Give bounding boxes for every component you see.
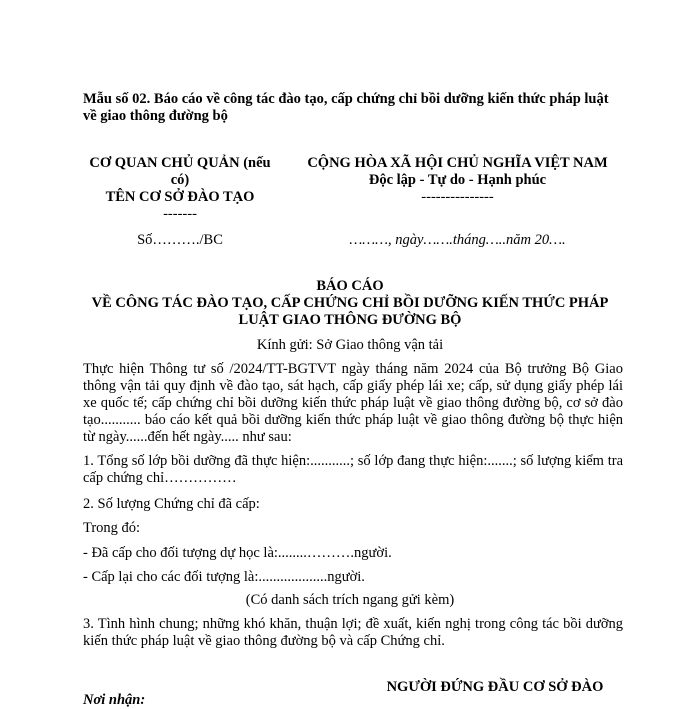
signer-title: NGƯỜI ĐỨNG ĐẦU CƠ SỞ ĐÀO <box>386 679 604 695</box>
header-right-block <box>285 155 630 206</box>
recipient-line: Kính gửi: Sở Giao thông vận tải <box>256 337 444 353</box>
reissued-line: - Cấp lại cho các đối tượng là:...................người. <box>83 569 365 585</box>
agency-line-2: có) <box>170 172 190 188</box>
attached-list-note: (Có danh sách trích ngang gửi kèm) <box>245 592 455 608</box>
report-title-line-3: LUẬT GIAO THÔNG ĐƯỜNG BỘ <box>238 312 462 328</box>
document-date: ………, ngày…….tháng…..năm 20…. <box>349 232 566 248</box>
training-unit-name: TÊN CƠ SỞ ĐÀO TẠO <box>105 189 255 205</box>
agency-line-1: CƠ QUAN CHỦ QUẢN (nếu <box>89 155 271 171</box>
national-motto: Độc lập - Tự do - Hạnh phúc <box>368 172 547 188</box>
country-name: CỘNG HÒA XÃ HỘI CHỦ NGHĨA VIỆT NAM <box>307 155 608 171</box>
in-which-label: Trong đó: <box>83 520 141 536</box>
right-divider: --------------- <box>421 189 494 205</box>
recipients-label: Nơi nhận: <box>83 692 146 708</box>
item-2-certificates: 2. Số lượng Chứng chỉ đã cấp: <box>83 496 260 512</box>
issued-new-line: - Đã cấp cho đối tượng dự học là:........……….người. <box>83 545 392 561</box>
intro-paragraph: Thực hiện Thông tư số /2024/TT-BGTVT ngày tháng năm 2024 của Bộ trưởng Bộ Giao thông vận tải quy định về đào tạo, sát hạch, cấp giấy phép lái xe; cấp, sử dụng giấy phép lái xe quốc tế; cấp chứng chỉ bồi dưỡng kiến thức pháp luật về giao thông đường bộ, cơ sở đào tạo........... báo cáo kết quả bồi dưỡng kiến thức pháp luật về giao thông đường bộ thực hiện từ ngày......đến hết ngày..... như sau: <box>83 361 623 445</box>
item-1-class-count: 1. Tổng số lớp bồi dưỡng đã thực hiện:...........; số lớp đang thực hiện:.......; số lượng kiểm tra cấp chứng chỉ…………… <box>83 453 623 486</box>
header-left-block <box>80 155 280 223</box>
item-3-general-situation: 3. Tình hình chung; những khó khăn, thuận lợi; đề xuất, kiến nghị trong công tác bồi dưỡng kiến thức pháp luật về giao thông đường bộ và cấp Chứng chỉ. <box>83 616 623 649</box>
report-title-line-2: VỀ CÔNG TÁC ĐÀO TẠO, CẤP CHỨNG CHỈ BỒI DƯỠNG KIẾN THỨC PHÁP <box>91 295 609 311</box>
left-divider: ------- <box>163 206 197 222</box>
report-title-line-1: BÁO CÁO <box>316 278 384 294</box>
report-title <box>70 278 630 329</box>
document-number: Số………./BC <box>137 232 223 248</box>
form-title: Mẫu số 02. Báo cáo về công tác đào tạo, cấp chứng chỉ bồi dưỡng kiến thức pháp luật về giao thông đường bộ <box>83 91 609 124</box>
